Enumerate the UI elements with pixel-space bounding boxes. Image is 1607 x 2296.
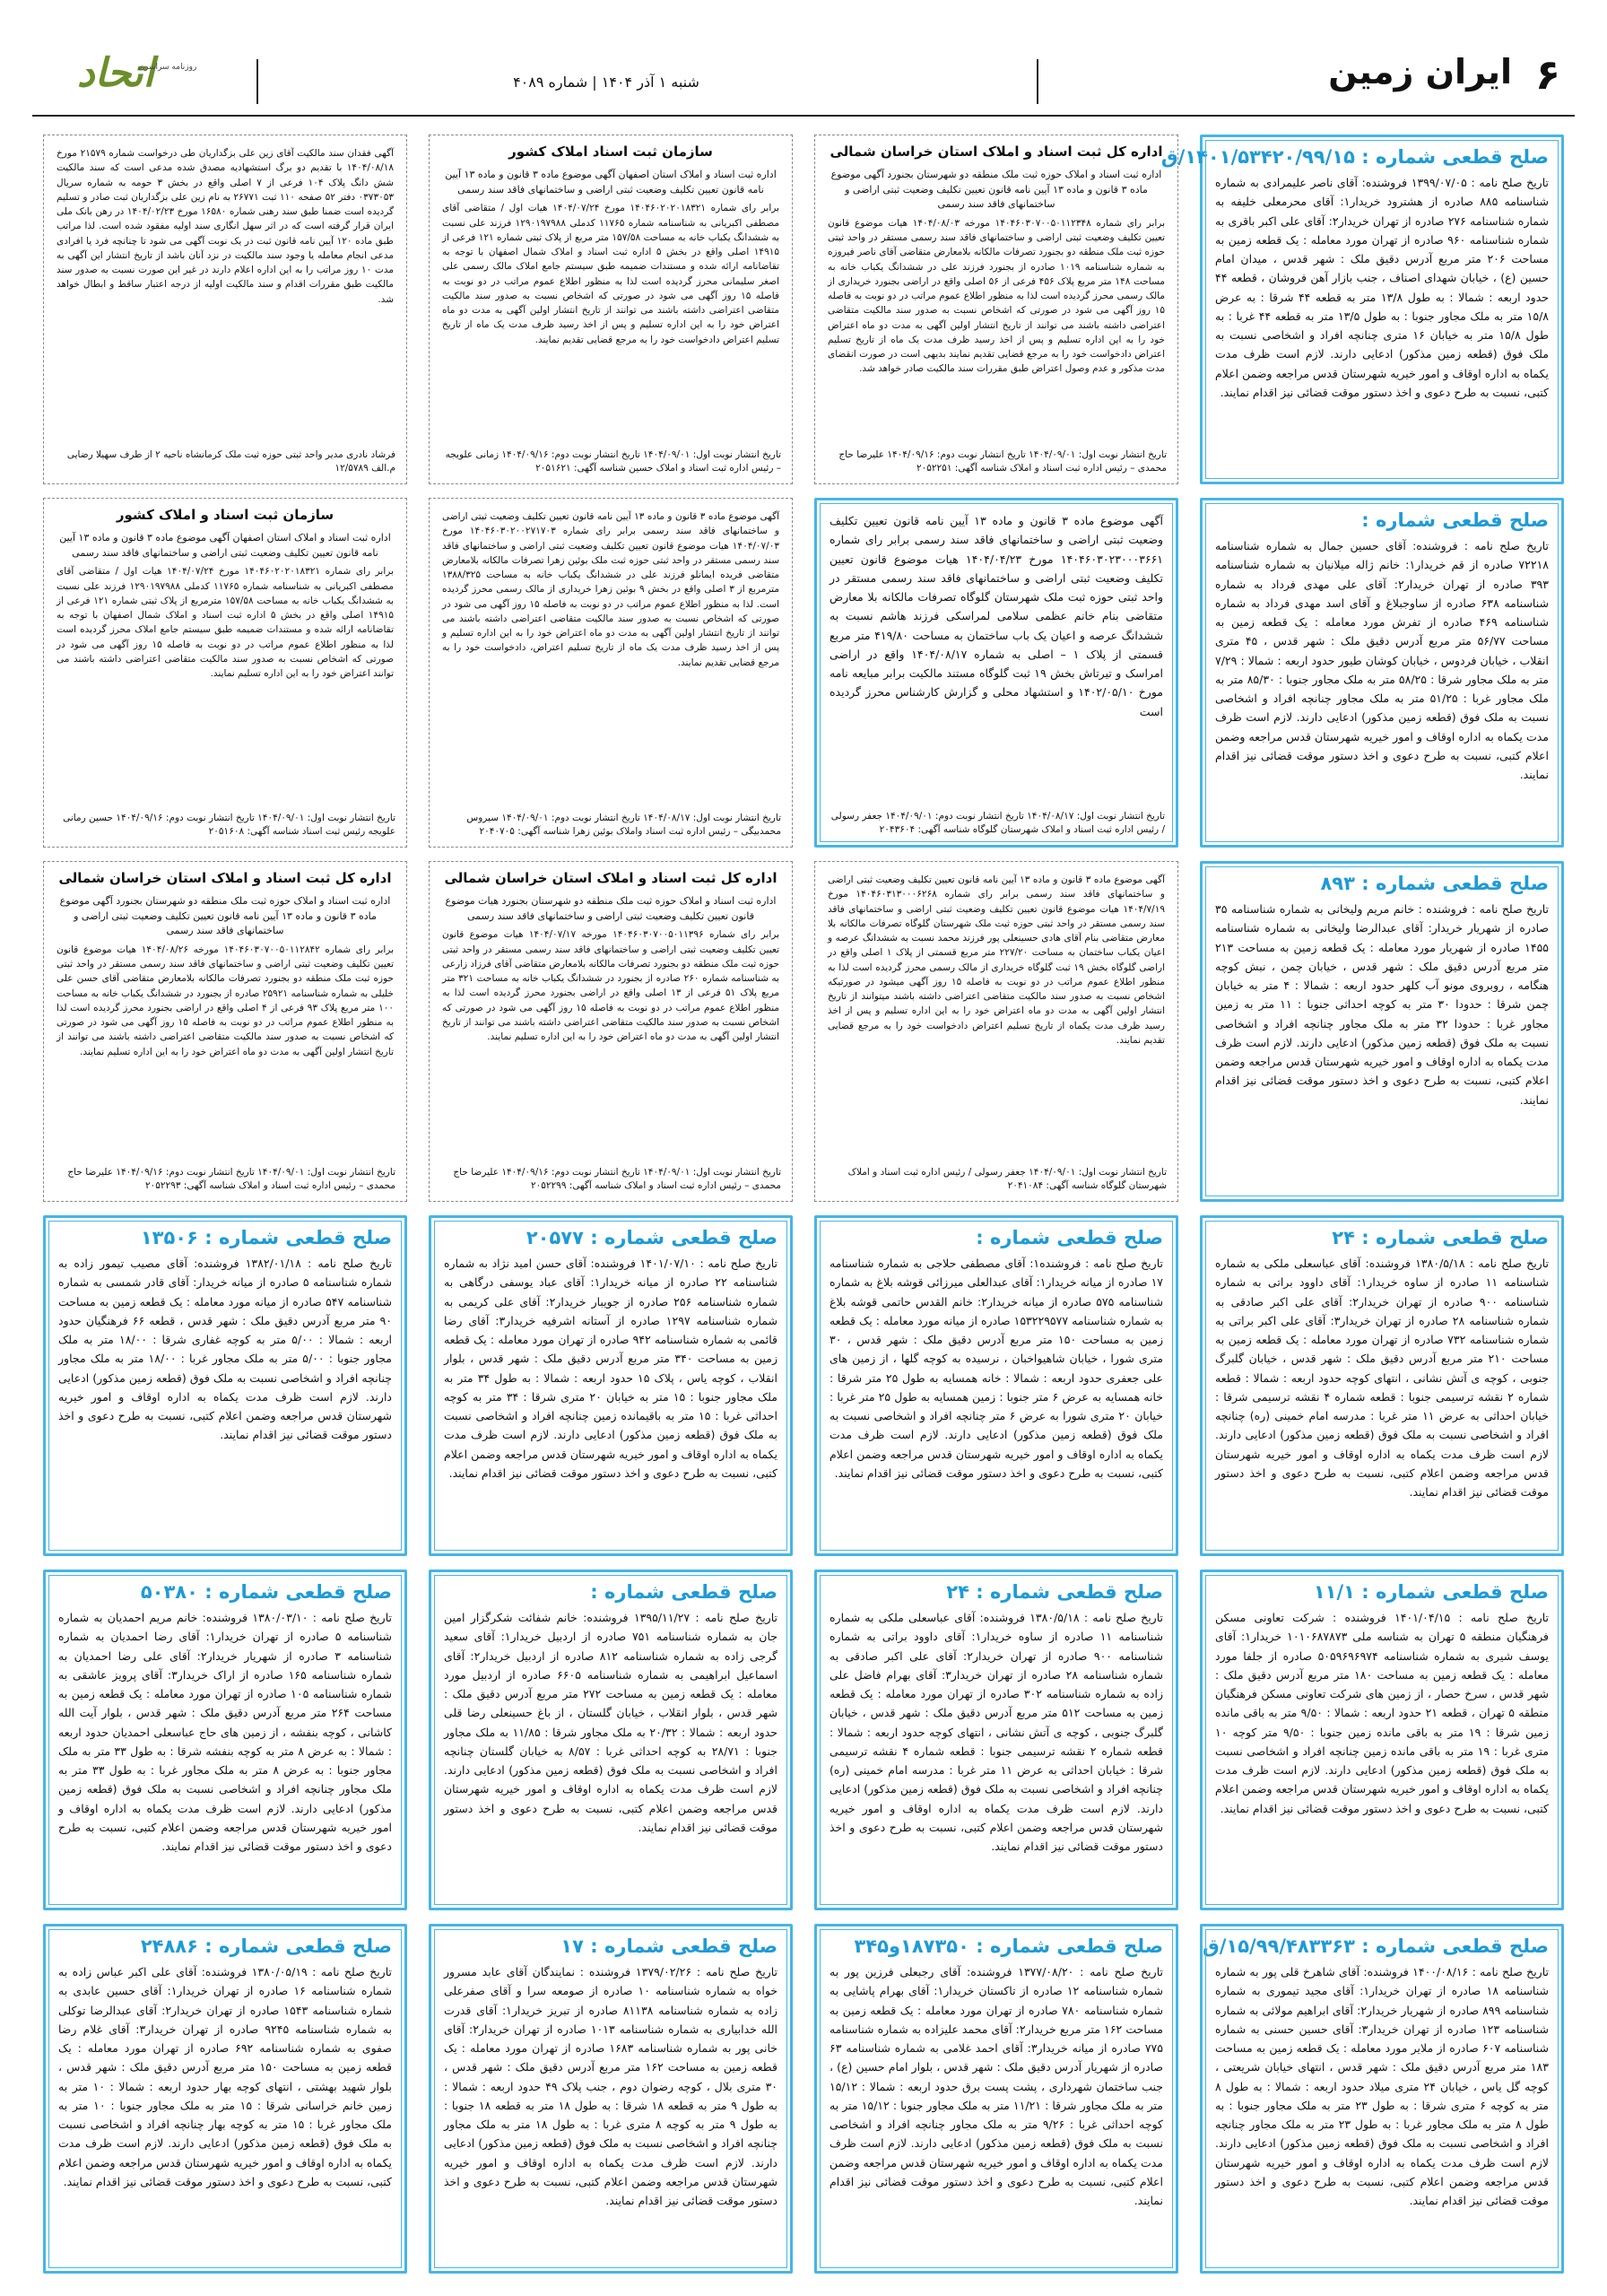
notice-title: صلح قطعی شماره : ۲۴۸۸۶ xyxy=(140,1935,392,1957)
notice-title xyxy=(815,862,1177,871)
notice-body: تاریخ صلح نامه : ۱۳۹۵/۱۱/۲۷ فروشنده: خانم شفائت شکرگزار امین جان به شماره شناسنامه ۷۵۱ صادره از اردبیل خریدار۱: آقای سعید گرجی زاده به شماره شناسنامه ۸۱۲ صادره از اردبیل خریدار۲: آقای اسماعیل ابراهیمی به شماره شناسنامه ۶۶۰۵ صادره از اردبیل مورد معامله : یک قطعه زمین به مساحت ۲۷۲ متر مربع آدرس دقیق ملک : شهر قدس ، بلوار انقلاب ، خیابان گلستان ، از باغ حسینعلی رضا قلی حدود اربعه : شمالا : ۲۰/۳۲ به ملک مجاور شرقا : ۱۱/۸۵ به ملک مجاور جنوبا : ۲۸/۷۱ به کوچه احداثی غربا : ۸/۵۷ به خیابان گلستان چنانچه افراد و اشخاصی نسبت به ملک فوق (قطعه زمین مذکور) ادعایی دارند. لازم است ظرف مدت یکماه به اداره اوقاف و امور خیریه شهرستان قدس مراجعه وضمن اعلام کتبی، نسبت به طرح دعوی و اخذ دستور موقت قضائی نیز اقدام نمایند. xyxy=(444,1611,778,1834)
notice-body: تاریخ صلح نامه : ۱۳۸۰/۵/۱۸ فروشنده: آقای عباسعلی ملکی به شماره شناسنامه ۱۱ صادره از ساوه خریدار۱: آقای داوود براتی به شماره شناسنامه ۹۰۰ صادره از تهران خریدار۲: آقای علی اکبر صادقی به شماره شناسنامه ۲۸ صادره از تهران خریدار۳: آقای علی اکبر براتی به شماره شناسنامه ۷۳۲ صادره از تهران مورد معامله : یک قطعه زمین به مساحت ۲۱۰ متر مربع آدرس دقیق ملک : شهر قدس ، خیابان گلبرگ جنوبی ، کوچه ی آتش نشانی ، انتهای کوچه حدود اربعه : شمالا : قطعه شماره ۲ نقشه ترسیمی جنوبا : قطعه شماره ۴ نقشه ترسیمی شرقا : خیابان احداثی به عرض ۱۱ متر غربا : مدرسه امام خمینی (ره) چنانچه افراد و اشخاصی نسبت به ملک فوق (قطعه زمین مذکور) ادعایی دارند. لازم است ظرف مدت یکماه به اداره اوقاف و امور خیریه شهرستان قدس مراجعه وضمن اعلام کتبی، نسبت به طرح دعوی و اخذ دستور موقت قضائی نیز اقدام نمایند. xyxy=(1215,1257,1550,1499)
notice-r5c4 xyxy=(43,1570,407,1910)
notice-body: آگهی موضوع ماده ۳ قانون و ماده ۱۳ آیین نامه قانون تعیین تکلیف وضعیت ثبتی اراضی و ساختمانهای فاقد سند رسمی برابر رای شماره ۱۴۰۴۶۰۳۰۲۰۰۲۷۱۷۰۳ مورخ ۱۴۰۴/۰۷/۰۳ هیات موضوع قانون تعیین تکلیف وضعیت ثبتی اراضی و ساختمانهای فاقد سند رسمی مستقر در واحد ثبتی حوزه ثبت ملک بوئین زهرا تصرفات مالکانه بلامعارض متقاضی فریده ایمانلو فرزند علی در ششدانگ یکباب خانه به مساحت ۱۳۸۸/۳۲۵ مترمربع از ۳ اصلی واقع در بخش ۹ بوئین زهرا خریداری از مالک رسمی محرز گردیده است. لذا به منظور اطلاع عموم مراتب در دو نوبت به فاصله ۱۵ روز آگهی می شود در صورتی که اشخاص نسبت به صدور سند مالکیت متقاضی اعتراضی داشته باشند می توانند از تاریخ انتشار اولین آگهی به مدت دو ماه اعتراض خود را به این اداره تسلیم و پس از اخذ رسید ظرف مدت یک ماه از تاریخ تسلیم اعتراض، دادخواست خود را به مرجع قضایی تقدیم نمایند. xyxy=(442,511,779,668)
notice-title: صلح قطعی شماره : ۵۰۳۸۰ xyxy=(140,1581,392,1603)
notice-title: صلح قطعی شماره : ۱۳۵۰۶ xyxy=(140,1227,392,1248)
notice-title: صلح قطعی شماره : ۱۱/۱ xyxy=(1313,1581,1549,1603)
notice-r1c3 xyxy=(429,135,793,484)
notice-title: صلح قطعی شماره : ۲۴ xyxy=(1332,1227,1549,1248)
notice-heading: اداره ثبت اسناد و املاک استان اصفهان آگهی موضوع ماده ۳ قانون و ماده ۱۳ آیین نامه قانون تعیین تکلیف وضعیت ثبتی اراضی و ساختمانهای فاقد سند رسمی xyxy=(445,169,777,196)
notice-title: صلح قطعی شماره : xyxy=(1361,509,1549,531)
notice-r4c4 xyxy=(43,1215,407,1556)
section-title: ایران زمین xyxy=(1328,52,1512,91)
notice-heading: اداره ثبت اسناد و املاک حوزه ثبت ملک منطقه دو شهرستان بجنورد آگهی موضوع ماده ۳ قانون و ماده ۱۳ آیین نامه قانون تعیین تکلیف وضعیت ثبتی اراضی و ساختمانهای فاقد سند رسمی xyxy=(830,169,1162,211)
notice-signature: تاریخ انتشار نوبت اول: ۱۴۰۴/۰۸/۱۷ تاریخ انتشار نوبت دوم: ۱۴۰۴/۰۹/۰۱ سیروس محمدبیگی – رئیس اداره ثبت اسناد واملاک بوئین زهرا شناسه آگهی: ۲۰۴۰۷۰۵ xyxy=(466,812,781,838)
notice-body: تاریخ صلح نامه : ۱۴۰۱/۰۷/۱۰ فروشنده: آقای حسن امید نژاد به شماره شناسنامه ۲۲ صادره از میانه خریدار۱: آقای عباد یوسفی درگاهی به شماره شناسنامه ۲۵۶ صادره از جویبار خریدار۲: آقای علی کریمی به شماره شناسنامه ۱۲۹۷ صادره از آستانه اشرفیه خریدار۳: آقای رضا قائمی به شماره شناسنامه ۹۴۲ صادره از تهران مورد معامله : یک قطعه زمین به مساحت ۳۴۰ متر مربع آدرس دقیق ملک : شهر قدس ، بلوار انقلاب ، کوچه یاس ، پلاک ۱۵ حدود اربعه : شمالا : به طول ۳۴ متر به ملک مجاور جنوبا : ۱۵ متر به خیابان ۲۰ متری شرقا : ۳۴ متر به کوچه احداثی غربا : ۱۵ متر به باقیمانده زمین چنانچه افراد و اشخاصی نسبت به ملک فوق (قطعه زمین مذکور) ادعایی دارند. لازم است ظرف مدت یکماه به اداره اوقاف و امور خیریه شهرستان قدس مراجعه وضمن اعلام کتبی، نسبت به طرح دعوی و اخذ دستور موقت قضائی نیز اقدام نمایند. xyxy=(444,1257,778,1480)
notice-title: صلح قطعی شماره : ۲۰۵۷۷ xyxy=(526,1227,777,1248)
notice-r5c2 xyxy=(814,1570,1178,1910)
notice-body: آگهی موضوع ماده ۳ قانون و ماده ۱۳ آیین نامه قانون تعیین تکلیف وضعیت ثبتی اراضی و ساختمانهای فاقد سند رسمی برابر رای شماره ۱۴۰۴۶۰۳۱۳۰۰۰۶۲۶۸ مورخ ۱۴۰۴/۷/۱۹ هیات موضوع قانون تعیین تکلیف وضعیت ثبتی اراضی و ساختمانهای فاقد سند رسمی مستقر در واحد ثبتی حوزه ثبت ملک شهرستان گلوگاه تصرفات مالکانه بلا معارض متقاضی بنام آقای هادی حسینعلی پور فرزند محمد نسبت به ششدانگ عرصه و اعیان یکباب ساختمان به مساحت ۲۲۷/۲۰ متر مربع قسمتی از پلاک ۱ اصلی واقع در اراضی گلوگاه بخش ۱۹ ثبت گلوگاه خریداری از مالک رسمی محرز گردیده است لذا به منظور اطلاع عموم مراتب در دو نوبت به فاصله ۱۵ روز آگهی میشود در صورتیکه اشخاص نسبت به صدور سند مالکیت متقاضی اعتراضی داشته باشند میتوانند از تاریخ انتشار اولین آگهی به مدت دو ماه اعتراض خود را به این اداره تسلیم و پس از اخذ رسید ظرف مدت یکماه از تاریخ تسلیم اعتراض دادخواست خود را به مرجع قضایی تقدیم نمایند. xyxy=(828,874,1166,1046)
notice-body: تاریخ صلح نامه : فروشنده: آقای حسین جمال به شماره شناسنامه ۷۲۲۱۸ صادره از قم خریدار۱: خانم ژاله میلانیان به شماره شناسنامه ۳۹۳ صادره از تهران خریدار۲: آقای علی مهدی فرداد به شماره شناسنامه ۶۳۸ صادره از ساوجبلاغ و آقای اسد مهدی فرداد به شماره شناسنامه ۴۶۹ صادره از تفرش مورد معامله : یک قطعه زمین به مساحت ۵۶/۷۷ متر مربع آدرس دقیق ملک : شهر قدس ، ۴۵ متری انقلاب ، خیابان فردوس ، خیابان کوشان طیور حدود اربعه : شمالا : ۷/۲۹ متر به ملک مجاور شرقا : ۵۸/۲۵ متر به ملک مجاور جنوبا : ۸۵/۳۰ متر به ملک مجاور غربا : ۵۱/۲۵ متر به ملک مجاور چنانچه افراد و اشخاصی نسبت به ملک فوق (قطعه زمین مذکور) ادعایی دارند. لازم است ظرف مدت یکماه به اداره اوقاف و امور خیریه شهرستان قدس مراجعه وضمن اعلام کتبی، نسبت به طرح دعوی و اخذ دستور موقت قضائی نیز اقدام نمایند. xyxy=(1215,539,1550,781)
notice-r2c4 xyxy=(43,498,407,848)
notice-signature: تاریخ انتشار نوبت اول: ۱۴۰۴/۰۹/۰۱ تاریخ انتشار نوبت دوم: ۱۴۰۴/۰۹/۱۶ علیرضا حاج محمدی – رئیس اداره ثبت اسناد و املاک شناسه آگهی: ۲۰۵۲۲۵۱ xyxy=(838,448,1167,474)
notice-body: تاریخ صلح نامه : فروشنده۱: آقای مصطفی حلاجی به شماره شناسنامه ۱۷ صادره از میانه خریدار۱: آقای عبدالعلی میرزائی قوشه بلاغ به شماره شناسنامه ۵۷۵ صادره از میانه خریدار۲: خانم القدس حاتمی قوشه بلاغ به شماره شناسنامه ۱۵۳۲۲۹۵۷۷ صادره از میانه مورد معامله : یک قطعه زمین به مساحت ۱۵۰ متر مربع آدرس دقیق ملک : شهر قدس ، ۳۰ متری شورا ، خیابان شاهیواخبان ، نرسیده به کوچه گلها ، از زمین های علی جعفری حدود اربعه : شمالا : خانه همسایه به طول ۲۵ متر شرقا : خانه همسایه به عرض ۶ متر جنوبا : زمین همسایه به طول ۲۵ متر غربا : خیابان ۲۰ متری شورا به عرض ۶ متر چنانچه افراد و اشخاصی نسبت به ملک فوق (قطعه زمین مذکور) ادعایی دارند. لازم است ظرف مدت یکماه به اداره اوقاف و امور خیریه شهرستان قدس مراجعه وضمن اعلام کتبی، نسبت به طرح دعوی و اخذ دستور موقت قضائی نیز اقدام نمایند. xyxy=(830,1257,1164,1480)
notice-title xyxy=(44,135,406,144)
notice-r2c1 xyxy=(1200,498,1564,848)
notice-body: برابر رای شماره ۱۴۰۴۶۰۳۰۷۰۰۵۰۱۱۳۹۶ مورخه ۱۴۰۴/۰۷/۱۷ هیات موضوع قانون تعیین تکلیف وضعیت ثبتی اراضی و ساختمانهای فاقد سند رسمی مستقر در واحد ثبتی حوزه ثبت ملک منطقه دو بجنورد تصرفات مالکانه بلامعارض متقاضی آقای فرزاد زارعی به شناسنامه شماره ۲۶۰ صادره از بجنورد در ششدانگ یکباب خانه به مساحت ۳۲۱ متر مربع پلاک ۵۱ فرعی از ۱۳ اصلی واقع در اراضی بجنورد محرز گردیده است لذا به منظور اطلاع عموم مراتب در دو نوبت به فاصله ۱۵ روز آگهی می شود در صورتی که اشخاص نسبت به صدور سند مالکیت متقاضی اعتراضی داشته باشند می توانند از تاریخ انتشار اولین آگهی به مدت دو ماه اعتراض خود را به این اداره تسلیم نمایند. xyxy=(442,929,780,1043)
notice-r2c2 xyxy=(814,498,1178,848)
notice-body: برابر رای شماره ۱۴۰۴۶۰۳۰۷۰۰۵۰۱۱۲۳۴۸ مورخه ۱۴۰۴/۰۸/۰۳ هیات موضوع قانون تعیین تکلیف وضعیت ثبتی اراضی و ساختمانهای فاقد سند رسمی مستقر در واحد ثبتی حوزه ثبت ملک منطقه دو بجنورد تصرفات مالکانه بلامعارض متقاضی آقای ناصر فیروزه به شماره شناسنامه ۱۰۱۹ صادره از بجنورد فرزند علی در ششدانگ یکباب خانه به مساحت ۱۴۸ متر مربع پلاک ۴۵۶ فرعی از ۵۶ اصلی واقع در اراضی بجنورد خریداری از مالک رسمی محرز گردیده است لذا به منظور اطلاع عموم مراتب در دو نوبت به فاصله ۱۵ روز آگهی می شود در صورتی که اشخاص نسبت به صدور سند مالکیت متقاضی اعتراضی داشته باشند می توانند از تاریخ انتشار اولین آگهی به مدت دو ماه اعتراض خود را به این اداره تسلیم و پس از اخذ رسید ظرف مدت یک ماه از تاریخ تسلیم اعتراض دادخواست خود را به مرجع قضایی تقدیم نمایند بدیهی است در صورت انقضای مدت مذکور و عدم وصول اعتراض طبق مقررات سند مالکیت صادر خواهد شد. xyxy=(828,217,1166,375)
notice-title: سازمان ثبت اسناد املاک کشور xyxy=(508,144,713,160)
notice-r6c1 xyxy=(1200,1924,1564,2274)
notice-body: تاریخ صلح نامه : ۱۴۰۰/۰۸/۱۶ فروشنده: آقای شاهرخ قلی پور به شماره شناسنامه ۱۸ صادره از تهران خریدار۱: آقای مجید تیموری به شماره شناسنامه ۸۹۹ صادره از شهریار خریدار۲: آقای ابراهیم مولائی به شماره شناسنامه ۱۲۳ صادره از تهران خریدار۳: آقای حسین حسنی به شماره شناسنامه ۶۰۷ صادره از ملایر مورد معامله : یک قطعه زمین به مساحت ۱۸۳ متر مربع آدرس دقیق ملک : شهر قدس ، انتهای خیابان شریعتی ، کوچه گل یاس ، خیابان ۲۴ متری میلاد حدود اربعه : شمالا : به طول ۸ متر به کوچه ۶ متری شرقا : به طول ۲۳ متر به ملک مجاور جنوبا : به طول ۸ متر به ملک مجاور غربا : به طول ۲۳ متر به ملک مجاور چنانچه افراد و اشخاصی نسبت به ملک فوق (قطعه زمین مذکور) ادعایی دارند. لازم است ظرف مدت یکماه به اداره اوقاف و امور خیریه شهرستان قدس مراجعه وضمن اعلام کتبی، نسبت به طرح دعوی و اخذ دستور موقت قضائی نیز اقدام نمایند. xyxy=(1215,1965,1550,2207)
notice-body: تاریخ صلح نامه : ۱۳۷۹/۰۲/۲۶ فروشنده : نمایندگان آقای عابد مسرور خواه به شماره شناسنامه ۱۰ صادره از صومعه سرا و آقای صفرعلی زاده به شماره شناسنامه ۸۱۱۳۸ صادره از تبریز خریدار۱: آقای قدرت الله خدابیاری به شماره شناسنامه ۱۰۱۳ صادره از تهران خریدار۲: آقای خانی پور به شماره شناسنامه ۱۶۸۳ صادره از تهران مورد معامله : یک قطعه زمین به مساحت ۱۶۲ متر مربع آدرس دقیق ملک : شهر قدس ، ۳۰ متری بلال ، کوچه رضوان دوم ، جنب پلاک ۴۹ حدود اربعه : شمالا : به طول ۹ متر به قطعه ۱۸ شرقا : به طول ۱۸ متر به قطعه ۱۸ جنوبا : به طول ۹ متر به کوچه ۸ متری غربا : به طول ۱۸ متر به ملک مجاور چنانچه افراد و اشخاصی نسبت به ملک فوق (قطعه زمین مذکور) ادعایی دارند. لازم است ظرف مدت یکماه به اداره اوقاف و امور خیریه شهرستان قدس مراجعه وضمن اعلام کتبی، نسبت به طرح دعوی و اخذ دستور موقت قضائی نیز اقدام نمایند. xyxy=(444,1965,778,2207)
notice-signature: تاریخ انتشار نوبت اول: ۱۴۰۴/۰۹/۰۱ جعفر رسولی / رئیس اداره ثبت اسناد و املاک شهرستان گلوگاه شناسه آگهی: ۲۰۴۱۰۸۴ xyxy=(847,1166,1167,1192)
notice-title: صلح قطعی شماره : ۱۵/۹۹/۴۸۳۳۶۳/ق xyxy=(1202,1935,1549,1957)
dateline: شنبه ۱ آذر ۱۴۰۴ | شماره ۴۰۸۹ xyxy=(513,74,699,91)
notice-r2c3 xyxy=(429,498,793,848)
notice-title: صلح قطعی شماره : ۱۷ xyxy=(560,1935,777,1957)
notice-body: تاریخ صلح نامه : فروشنده : خانم مریم ولیخانی به شماره شناسنامه ۳۵ صادره از شهریار خریدار: آقای عبدالرضا ولیخانی به شماره شناسنامه ۱۴۵۵ صادره از شهریار مورد معامله : یک قطعه زمین به مساحت ۲۱۳ متر مربع آدرس دقیق ملک : شهر قدس ، خیابان چمن ، نبش کوچه هنگامه ، روبروی مونو آب کلهر حدود اربعه : شمالا : ۴ متر به خیابان چمن شرقا : حدودا ۳۰ متر به کوچه احداثی جنوبا : ۱۱ متر به زمین مجاور غربا : حدودا ۳۲ متر به ملک مجاور چنانچه افراد و اشخاصی نسبت به ملک فوق (قطعه زمین مذکور) ادعایی دارند. لازم است ظرف مدت یکماه به اداره اوقاف و امور خیریه شهرستان قدس مراجعه وضمن اعلام کتبی، نسبت به طرح دعوی و اخذ دستور موقت قضائی نیز اقدام نمایند. xyxy=(1215,902,1549,1107)
notice-signature: تاریخ انتشار نوبت اول: ۱۴۰۴/۰۹/۰۱ تاریخ انتشار نوبت دوم: ۱۴۰۴/۰۹/۱۶ زمانی علویجه – رئیس اداره ثبت اسناد و املاک حسین شناسه آگهی: ۲۰۵۱۶۲۱ xyxy=(445,448,781,474)
notice-body: تاریخ صلح نامه : ۱۳۸۰/۰۳/۱۰ فروشنده: خانم مریم احمدیان به شماره شناسنامه ۵ صادره از تهران خریدار۱: آقای رضا احمدیان به شماره شناسنامه ۳ صادره از شهریار خریدار۲: آقای علی رضا احمدیان به شماره شناسنامه ۱۶۵ صادره از اراک خریدار۳: آقای پرویز عاشقی به شماره شناسنامه ۱۰۵ صادره از تهران مورد معامله : یک قطعه زمین به مساحت ۲۶۴ متر مربع آدرس دقیق ملک : شهر قدس ، بلوار آیت الله کاشانی ، کوچه بنفشه ، از زمین های حاج عباسعلی احمدیان حدود اربعه : شمالا : به عرض ۸ متر به کوچه بنفشه شرقا : به طول ۳۳ متر به ملک مجاور جنوبا : به عرض ۸ متر به ملک مجاور غربا : به طول ۳۳ متر به ملک مجاور چنانچه افراد و اشخاصی نسبت به ملک فوق (قطعه زمین مذکور) ادعایی دارند. لازم است ظرف مدت یکماه به اداره اوقاف و امور خیریه شهرستان قدس مراجعه وضمن اعلام کتبی، نسبت به طرح دعوی و اخذ دستور موقت قضائی نیز اقدام نمایند. xyxy=(58,1611,393,1853)
notice-r1c1 xyxy=(1160,135,1564,484)
notice-signature: تاریخ انتشار نوبت اول: ۱۴۰۴/۰۹/۰۱ تاریخ انتشار نوبت دوم: ۱۴۰۴/۰۹/۱۶ علیرضا حاج محمدی – رئیس اداره ثبت اسناد و املاک شناسه آگهی: ۲۰۵۲۲۹۳ xyxy=(67,1166,395,1192)
notice-r4c3 xyxy=(429,1215,793,1556)
notice-title: اداره کل ثبت اسناد و املاک استان خراسان شمالی xyxy=(830,144,1163,160)
notice-body: آگهی موضوع ماده ۳ قانون و ماده ۱۳ آیین نامه قانون تعیین تکلیف وضعیت ثبتی اراضی و ساختمانهای فاقد سند رسمی برابر رای شماره ۱۴۰۴۶۰۳۰۲۳۰۰۰۳۶۶۱ مورخ ۱۴۰۴/۰۴/۲۳ هیات موضوع قانون تعیین تکلیف وضعیت ثبتی اراضی و ساختمانهای فاقد سند رسمی مستقر در واحد ثبتی حوزه ثبت ملک شهرستان گلوگاه تصرفات مالکانه بلا معارض متقاضی بنام خانم عظمی سلامی لمراسکی فرزند هاشم نسبت به ششدانگ عرصه و اعیان یک باب ساختمان به مساحت ۴۱۹/۸۰ متر مربع قسمتی از پلاک ۱ – اصلی به شماره ۱۴۰۴/۰۸/۱۷ واقع در اراضی امراسک و تیرتاش بخش ۱۹ ثبت گلوگاه مستند مالکیت برابر مبایعه نامه مورخ ۱۴۰۲/۰۵/۱۰ و استشهاد محلی و گزارش کارشناس محرز گردیده است xyxy=(830,514,1164,718)
notice-r6c4 xyxy=(43,1924,407,2274)
notice-body: تاریخ صلح نامه : ۱۴۰۱/۰۴/۱۵ فروشنده : شرکت تعاونی مسکن فرهنگیان منطقه ۵ تهران به شناسه ملی ۱۰۱۰۶۸۷۸۷۳ خریدار۱: آقای یوسف شیری به شماره شناسنامه ۵۰۵۹۶۹۶۹۷۴ صادره از جلفا مورد معامله : یک قطعه زمین به مساحت ۱۸۰ متر مربع آدرس دقیق ملک : شهر قدس ، سرخ حصار ، از زمین های شرکت تعاونی مسکن فرهنگیان منطقه ۵ تهران ، قطعه ۲۱ حدود اربعه : شمالا : ۹/۵۰ متر به باقی مانده زمین شرقا : ۱۹ متر به باقی مانده زمین جنوبا : ۹/۵۰ متر کوچه ۱۰ متری غربا : ۱۹ متر به باقی مانده زمین چنانچه افراد و اشخاصی نسبت به ملک فوق (قطعه زمین مذکور) ادعایی دارند. لازم است ظرف مدت یکماه به اداره اوقاف و امور خیریه شهرستان قدس مراجعه وضمن اعلام کتبی، نسبت به طرح دعوی و اخذ دستور موقت قضائی نیز اقدام نمایند. xyxy=(1215,1611,1550,1815)
divider xyxy=(256,59,258,104)
notice-title xyxy=(430,499,792,508)
notice-title xyxy=(817,500,1176,509)
notice-body: برابر رای شماره ۱۴۰۴۶۰۳۰۷۰۰۵۰۱۱۲۸۴۲ مورخه ۱۴۰۴/۰۸/۲۶ هیات موضوع قانون تعیین تکلیف وضعیت ثبتی اراضی و ساختمانهای فاقد سند رسمی مستقر در واحد ثبتی حوزه ثبت ملک منطقه دو بجنورد تصرفات مالکانه بلامعارض متقاضی آقای حسن علی خلیلی به شماره شناسنامه ۲۵۹۲۱ صادره از بجنورد در ششدانگ یکباب خانه به مساحت ۱۰۰ متر مربع پلاک ۹۳ فرعی از ۴ اصلی واقع در اراضی بجنورد محرز گردیده است لذا به منظور اطلاع عموم مراتب در دو نوبت به فاصله ۱۵ روز آگهی می شود در صورتی که اشخاص نسبت به صدور سند مالکیت متقاضی اعتراضی داشته باشند می توانند از تاریخ انتشار اولین آگهی به مدت دو ماه اعتراض خود را به این اداره تسلیم نمایند. xyxy=(56,944,395,1057)
notice-body: تاریخ صلح نامه : ۱۳۸۰/۰۵/۱۹ فروشنده: آقای علی اکبر عباس زاده به شماره شناسنامه ۱۶ صادره از تهران خریدار۱: آقای حسین عابدی به شماره شناسنامه ۱۵۴۳ صادره از تهران خریدار۲: آقای عبدالرضا توکلی به شماره شناسنامه ۹۲۴۵ صادره از تهران خریدار۳: آقای غلام رضا صفوی به شماره شناسنامه ۶۹۲ صادره از تهران مورد معامله : یک قطعه زمین به مساحت ۱۵۰ متر مربع آدرس دقیق ملک : شهر قدس ، بلوار شهید بهشتی ، انتهای کوچه بهار حدود اربعه : شمالا : ۱۰ متر به زمین خانم خراسانی شرقا : ۱۵ متر به ملک مجاور جنوبا : ۱۰ متر به ملک مجاور غربا : ۱۵ متر به کوچه بهار چنانچه افراد و اشخاصی نسبت به ملک فوق (قطعه زمین مذکور) ادعایی دارند. لازم است ظرف مدت یکماه به اداره اوقاف و امور خیریه شهرستان قدس مراجعه وضمن اعلام کتبی، نسبت به طرح دعوی و اخذ دستور موقت قضائی نیز اقدام نمایند. xyxy=(58,1965,393,2188)
notice-r4c2 xyxy=(814,1215,1178,1556)
notice-r6c3 xyxy=(429,1924,793,2274)
notice-heading: اداره ثبت اسناد و املاک استان اصفهان آگهی موضوع ماده ۳ قانون و ماده ۱۳ آیین نامه قانون تعیین تکلیف وضعیت ثبتی اراضی و ساختمانهای فاقد سند رسمی xyxy=(59,532,391,559)
notice-signature: تاریخ انتشار نوبت اول: ۱۴۰۴/۰۹/۰۱ تاریخ انتشار نوبت دوم: ۱۴۰۴/۰۹/۱۶ حسین رمانی علویجه رئیس ثبت اسناد شناسه آگهی: ۲۰۵۱۶۰۸ xyxy=(63,812,395,838)
notice-r1c4 xyxy=(43,135,407,484)
masthead xyxy=(32,43,1575,117)
page-number: ۶ xyxy=(1534,50,1561,99)
newspaper-logo: اتحاد xyxy=(77,50,154,96)
notice-signature: تاریخ انتشار نوبت اول: ۱۴۰۴/۰۹/۰۱ تاریخ انتشار نوبت دوم: ۱۴۰۴/۰۹/۱۶ علیرضا حاج محمدی – رئیس اداره ثبت اسناد و املاک شناسه آگهی: ۲۰۵۲۲۹۹ xyxy=(453,1166,781,1192)
notice-body: تاریخ صلح نامه : ۱۳۸۰/۵/۱۸ فروشنده: آقای عباسعلی ملکی به شماره شناسنامه ۱۱ صادره از ساوه خریدار۱: آقای داوود براتی به شماره شناسنامه ۹۰۰ صادره از تهران خریدار۲: آقای علی اکبر صادقی به شماره شناسنامه ۲۸ صادره از تهران خریدار۳: آقای بهرام فاضل علی زاده به شماره شناسنامه ۳۰۲ صادره از تهران مورد معامله : یک قطعه زمین به مساحت ۵۱۲ متر مربع آدرس دقیق ملک : شهر قدس ، خیابان گلبرگ جنوبی ، کوچه ی آتش نشانی ، انتهای کوچه حدود اربعه : شمالا : قطعه شماره ۲ نقشه ترسیمی جنوبا : قطعه شماره ۴ نقشه ترسیمی شرقا : خیابان احداثی به عرض ۱۱ متر غربا : مدرسه امام خمینی (ره) چنانچه افراد و اشخاصی نسبت به ملک فوق (قطعه زمین مذکور) ادعایی دارند. لازم است ظرف مدت یکماه به اداره اوقاف و امور خیریه شهرستان قدس مراجعه وضمن اعلام کتبی، نسبت به طرح دعوی و اخذ دستور موقت قضائی نیز اقدام نمایند. xyxy=(830,1611,1164,1853)
notice-r4c1 xyxy=(1200,1215,1564,1556)
notice-title: اداره کل ثبت اسناد و املاک استان خراسان شمالی xyxy=(444,870,777,886)
notice-signature: فرشاد نادری مدیر واحد ثبتی حوزه ثبت ملک کرمانشاه ناحیه ۲ از طرف سهیلا رضایی م.الف ۱۲/۵۷۸۹ xyxy=(66,448,395,474)
notice-title: صلح قطعی شماره : ۲۴ xyxy=(946,1581,1163,1603)
notice-body: برابر رای شماره ۱۴۰۴۶۰۲۰۲۰۱۸۳۲۱ مورخ ۱۴۰۴/۰۷/۲۴ هیات اول / متقاضی آقای مصطفی اکبریانی به شناسنامه شماره ۱۱۷۶۵ کدملی ۱۲۹۰۱۹۷۹۸۸ فرزند علی نسبت به ششدانگ یکباب خانه به مساحت ۱۵۷/۵۸ مترمربع از پلاک ثبتی شماره ۱۲۱ فرعی از ۱۴۹۱۵ اصلی واقع در بخش ۵ اداره ثبت اسناد و املاک شمال اصفهان با توجه به تقاضانامه ارائه شده و مستندات ضمیمه طبق سیستم جامع املاک محرز گردیده است لذا به منظور اطلاع عموم مراتب در دو نوبت به فاصله ۱۵ روز آگهی می شود در صورتی که اشخاص نسبت به صدور سند مالکیت متقاضی اعتراضی داشته باشند می توانند اعتراض خود را به این اداره تسلیم نمایند. xyxy=(56,566,395,680)
notice-title: صلح قطعی شماره : xyxy=(590,1581,777,1603)
notice-signature: تاریخ انتشار نوبت اول: ۱۴۰۴/۰۸/۱۷ تاریخ انتشار نوبت دوم: ۱۴۰۴/۰۹/۰۱ جعفر رسولی / رئیس اداره ثبت اسناد و املاک شهرستان گلوگاه شناسه آگهی: ۲۰۴۳۶۰۴ xyxy=(830,810,1165,836)
notice-title: اداره کل ثبت اسناد و املاک استان خراسان شمالی xyxy=(58,870,392,886)
notice-r1c2 xyxy=(814,135,1178,484)
notice-title: صلح قطعی شماره : ۱۴۰۱/۵۳۴۲۰/۹۹/۱۵/ق xyxy=(1160,146,1549,168)
notice-body: تاریخ صلح نامه : ۱۳۸۲/۰۱/۱۸ فروشنده: آقای مصیب تیمور زاده به شماره شناسنامه ۵ صادره از میانه خریدار: آقای قادر شمسی به شماره شناسنامه ۵۴۷ صادره از میانه مورد معامله : یک قطعه زمین به مساحت ۹۰ متر مربع آدرس دقیق ملک : شهر قدس ، قطعه ۶۶ فرهنگیان حدود اربعه : شمالا : ۵/۰۰ متر به کوچه غفاری شرقا : ۱۸/۰۰ متر به ملک مجاور جنوبا : ۵/۰۰ متر به ملک مجاور غربا : ۱۸/۰۰ متر به ملک مجاور چنانچه افراد و اشخاصی نسبت به ملک فوق (قطعه زمین مذکور) ادعایی دارند. لازم است ظرف مدت یکماه به اداره اوقاف و امور خیریه شهرستان قدس مراجعه وضمن اعلام کتبی، نسبت به طرح دعوی و اخذ دستور موقت قضائی نیز اقدام نمایند. xyxy=(58,1257,393,1442)
notice-body: تاریخ صلح نامه : ۱۳۷۷/۰۸/۲۰ فروشنده: آقای رجبعلی فرزین پور به شماره شناسنامه ۱۲ صادره از تاکستان خریدار۱: آقای بهرام پاشایی به شماره شناسنامه ۷۸۰ صادره از تهران مورد معامله : یک قطعه زمین به مساحت ۱۶۲ متر مربع خریدار۲: آقای محمد علیزاده به شماره شناسنامه ۷۷۵ صادره از میانه خریدار۳: آقای احمد غلامی به شماره شناسنامه ۶۳ صادره از شهریار آدرس دقیق ملک : شهر قدس ، بلوار امام حسین (ع) ، جنب ساختمان شهرداری ، پشت پست برق حدود اربعه : شمالا : ۱۵/۱۲ متر به ملک مجاور شرقا : ۱۱/۲۱ متر به ملک مجاور جنوبا : ۱۵/۱۲ متر به کوچه احداثی غربا : ۹/۲۶ متر به ملک مجاور چنانچه افراد و اشخاصی نسبت به ملک فوق (قطعه زمین مذکور) ادعایی دارند. لازم است ظرف مدت یکماه به اداره اوقاف و امور خیریه شهرستان قدس مراجعه وضمن اعلام کتبی، نسبت به طرح دعوی و اخذ دستور موقت قضائی نیز اقدام نمایند. xyxy=(830,1965,1163,2207)
notice-title: صلح قطعی شماره : xyxy=(976,1227,1163,1248)
notice-title: صلح قطعی شماره : ۱۸۷۳۵۰و۳۴۵ xyxy=(854,1935,1163,1957)
notice-r5c3 xyxy=(429,1570,793,1910)
notice-r3c2 xyxy=(814,861,1178,1202)
notice-body: تاریخ صلح نامه : ۱۳۹۹/۰۷/۰۵ فروشنده: آقای ناصر علیمرادی به شماره شناسنامه ۸۸۵ صادره از هشترود خریدار۱: آقای محرمعلی خلیفه به شماره شناسنامه ۲۷۶ صادره از تهران خریدار۲: آقای علی اکبر باقری به شماره شناسنامه ۹۶۰ صادره از تهران مورد معامله : یک قطعه زمین به مساحت ۲۰۶ متر مربع آدرس دقیق ملک : شهر قدس ، میدان امام حسین (ع) ، خیابان شهدای اصناف ، جنب بازار آهن فروشان ، قطعه ۴۴ حدود اربعه : شمالا : به طول ۱۳/۸ متر به قطعه ۴۴ شرقا : به عرض ۱۵/۸ متر به ملک مجاور جنوبا : به طول ۱۳/۵ متر به قطعه ۴۴ غربا : به طول ۱۵/۸ متر به خیابان ۱۶ متری چنانچه افراد و اشخاصی نسبت به ملک فوق (قطعه زمین مذکور) ادعایی دارند. لازم است ظرف مدت یکماه به اداره اوقاف و امور خیریه شهرستان قدس مراجعه وضمن اعلام کتبی، نسبت به طرح دعوی و اخذ دستور موقت قضائی نیز اقدام نمایند. xyxy=(1215,176,1550,399)
notice-body: آگهی فقدان سند مالکیت آقای زین علی بزگداریان طی درخواست شماره ۲۱۵۷۹ مورخ ۱۴۰۴/۰۸/۱۸ با تقدیم دو برگ استشهادیه مصدق شده مدعی است که سند مالکیت شش دانگ پلاک ۱۰۴ فرعی از ۷ اصلی واقع در بخش ۳ حومه به شماره سریال ۰۳۷۳۰۵۳ دفتر ۵۲ صفحه ۱۱۰ ثبت ۲۶۷۷۱ به نام زین علی بزگداریان ثبت صادر و تسلیم گردیده است ضمنا طبق سند رهنی شماره ۱۶۵۸۰ مورخ ۱۴۰۴/۰۲/۲۳ در رهن بانک ملی ایران قرار گرفته است که در اثر سهل انگاری سند اولیه مفقود شده است. لذا مراتب طبق ماده ۱۲۰ آیین نامه قانون ثبت در یک نوبت آگهی می شود تا چنانچه فرد یا افرادی مدعی انجام معامله یا وجود سند مالکیت در نزد آنان باشد از تاریخ انتشار این آگهی به مدت ۱۰ روز مراتب را به این اداره اعلام دارند در غیر این صورت نسبت به صدور سند مالکیت طبق مقررات اقدام و سند مالکیت اولیه از درجه اعتبار ساقط و ابطال خواهد شد. xyxy=(56,148,395,305)
notice-r3c3 xyxy=(429,861,793,1202)
notice-title: سازمان ثبت اسناد و املاک کشور xyxy=(116,507,334,523)
notice-r3c4 xyxy=(43,861,407,1202)
notice-title: صلح قطعی شماره : ۸۹۳ xyxy=(1320,873,1549,894)
notice-body: برابر رای شماره ۱۴۰۴۶۰۲۰۲۰۱۸۳۲۱ مورخ ۱۴۰۴/۰۷/۲۴ هیات اول / متقاضی آقای مصطفی اکبریانی به شناسنامه شماره ۱۱۷۶۵ کدملی ۱۲۹۰۱۹۷۹۸۸ فرزند علی نسبت به ششدانگ یکباب خانه به مساحت ۱۵۷/۵۸ متر مربع از پلاک ثبتی شماره ۱۲۱ فرعی از ۱۴۹۱۵ اصلی واقع در بخش ۵ اداره ثبت اسناد و املاک شمال اصفهان با توجه به تقاضانامه ارائه شده و مستندات ضمیمه طبق سیستم جامع املاک مالک رسمی علی اصغر سلیمانی محرز گردیده است لذا به منظور اطلاع عموم مراتب در دو نوبت به فاصله ۱۵ روز آگهی می شود در صورتی که اشخاص نسبت به صدور سند مالکیت متقاضی اعتراضی داشته باشند می توانند از تاریخ انتشار اولین آگهی به مدت دو ماه اعتراض خود را به این اداره تسلیم و پس از اخذ رسید ظرف مدت یک ماه از تاریخ تسلیم اعتراض دادخواست خود را به مرجع قضایی تقدیم نمایند. xyxy=(442,203,780,345)
notice-r3c1 xyxy=(1200,861,1564,1202)
logo-subtitle: روزنامه سراسری xyxy=(138,63,197,72)
divider xyxy=(1037,59,1038,104)
notice-r5c1 xyxy=(1200,1570,1564,1910)
notice-r6c2 xyxy=(814,1924,1178,2274)
notice-heading: اداره ثبت اسناد و املاک حوزه ثبت ملک منطقه دو شهرستان بجنورد هیات موضوع قانون تعیین تکلیف وضعیت ثبتی اراضی و ساختمانهای فاقد سند رسمی xyxy=(445,895,777,922)
notice-heading: اداره ثبت اسناد و املاک حوزه ثبت ملک منطقه دو شهرستان بجنورد آگهی موضوع ماده ۳ قانون و ماده ۱۳ آیین نامه قانون تعیین تکلیف وضعیت ثبتی اراضی و ساختمانهای فاقد سند رسمی xyxy=(59,895,391,937)
